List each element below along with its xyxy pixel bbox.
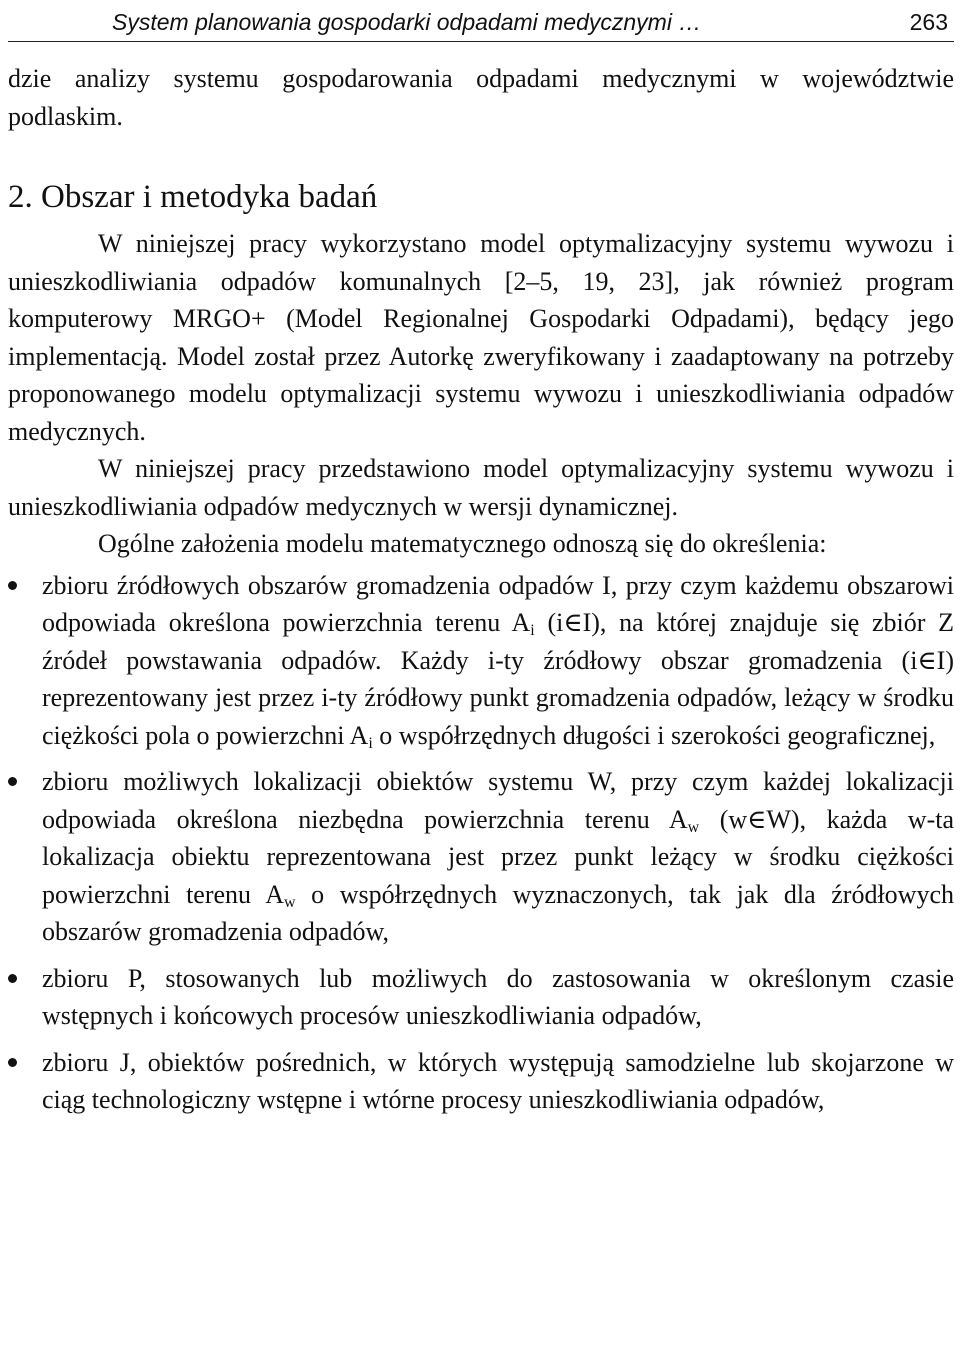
body-text <box>8 60 954 1119</box>
paragraph-3: Ogólne założenia modelu matematycznego odnoszą się do określenia: <box>98 529 827 558</box>
running-header <box>8 0 954 42</box>
list-item <box>8 763 954 951</box>
subscript: i <box>530 622 535 639</box>
list-item-text: (w∈W), każda w-ta lokalizacja obiektu reprezentowana jest przez punkt leżący w środku ciężkości powierzchni terenu A <box>42 804 954 909</box>
list-item-text: zbioru możliwych lokalizacji obiektów systemu W, przy czym każdej lokalizacji odpowiada określona niezbędna powierzchnia terenu A <box>42 767 954 834</box>
list-item <box>8 567 954 755</box>
list-item-text: zbioru źródłowych obszarów gromadzenia odpadów I, przy czym każdemu obszarowi odpowiada określona powierzchnia terenu A <box>42 570 954 637</box>
list-item-text: zbioru J, obiektów pośrednich, w których występują samodzielne lub skojarzone w ciąg technologiczny wstępne i wtórne procesy unieszkodliwiania odpadów, <box>42 1047 954 1114</box>
list-item <box>8 1044 954 1119</box>
list-item-text: zbioru P, stosowanych lub możliwych do zastosowania w określonym czasie wstępnych i końcowych procesów unieszkodliwiania odpadów, <box>42 963 954 1030</box>
subscript: w <box>687 818 700 836</box>
paragraph-2: W niniejszej pracy przedstawiono model optymalizacyjny systemu wywozu i unieszkodliwiania odpadów medycznych w wersji dynamicznej. <box>8 454 954 521</box>
subscript: w <box>283 893 296 911</box>
subscript: i <box>368 734 373 752</box>
list-item-text: o współrzędnych wyznaczonych, tak jak dla źródłowych obszarów gromadzenia odpadów, <box>42 879 954 946</box>
section-heading: 2. Obszar i metodyka badań <box>8 179 378 215</box>
list-item-text: (i∈I), na której znajduje się zbiór Z źródeł powstawania odpadów. Każdy i-ty źródłowy obszar gromadzenia (i∈I) reprezentowany jest przez i-ty źródłowy punkt gromadzenia odpadów, leżący w środku ciężkości pola o powierzchni A <box>42 608 954 750</box>
list-item-text: o współrzędnych długości i szerokości geograficznej, <box>372 720 936 750</box>
page-number: 263 <box>909 9 948 35</box>
assumptions-list <box>8 567 954 1119</box>
list-item <box>8 960 954 1035</box>
paragraph-1: W niniejszej pracy wykorzystano model optymalizacyjny systemu wywozu i unieszkodliwiania odpadów komunalnych [2–5, 19, 23], jak również program komputerowy MRGO+ (Model Regionalnej Gospodarki Odpadami), będący jego implementacją. Model został przez Autorkę zweryfikowany i zaadaptowany na potrzeby proponowanego modelu optymalizacji systemu wywozu i unieszkodliwiania odpadów medycznych. <box>8 229 954 446</box>
continuation-paragraph: dzie analizy systemu gospodarowania odpadami medycznymi w województwie podlaskim. <box>8 64 954 131</box>
running-title: System planowania gospodarki odpadami medycznymi … <box>112 9 702 35</box>
